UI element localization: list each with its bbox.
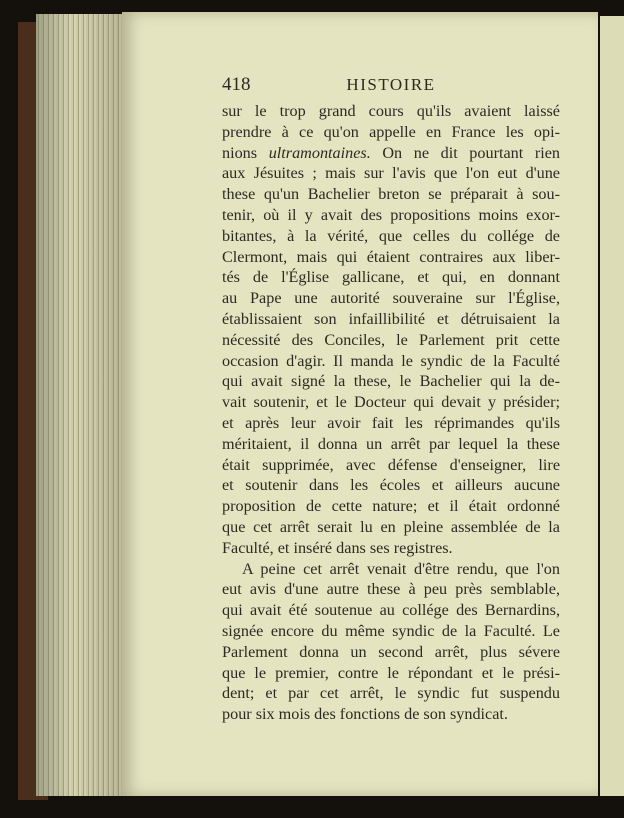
text-line: Clermont, mais qui étaient contraires aux liber- <box>222 247 560 266</box>
text-line: dent; et par cet arrêt, le syndic fut suspendu <box>222 684 560 703</box>
text-line: these qu'un Bachelier breton se préparait à sou- <box>222 185 560 204</box>
text-line: eut avis d'une autre these à peu près semblable, <box>222 580 560 599</box>
text-span: nions <box>222 143 269 162</box>
text-line: vait soutenir, et le Docteur qui devait y présider; <box>222 393 560 412</box>
text-line: prendre à ce qu'on appelle en France les opi- <box>222 122 560 141</box>
text-line: au Pape une autorité souveraine sur l'Église, <box>222 289 560 308</box>
page-edges <box>36 14 128 796</box>
italic-term: ultramontaines. <box>268 143 371 162</box>
text-line: que le premier, contre le répondant et le prési- <box>222 663 560 682</box>
text-line: et soutenir dans les écoles et ailleurs aucune <box>222 476 560 495</box>
page-number: 418 <box>222 74 251 95</box>
text-line: proposition de cette nature; et il était ordonné <box>222 497 560 516</box>
text-line: que cet arrêt serait lu en pleine assemblée de la <box>222 517 560 536</box>
body-text <box>222 101 560 725</box>
text-line: A peine cet arrêt venait d'être rendu, que l'on <box>242 559 560 578</box>
facing-page <box>600 16 624 796</box>
text-line: Parlement donna un second arrêt, plus sévere <box>222 642 560 661</box>
running-title: HISTOIRE <box>346 75 436 94</box>
text-line: qui avait été soutenue au collége des Bernardins, <box>222 601 560 620</box>
text-line: occasion d'agir. Il manda le syndic de la Faculté <box>222 351 560 370</box>
text-line: tés de l'Église gallicane, et qui, en donnant <box>222 268 560 287</box>
text-line <box>222 143 560 164</box>
text-line: méritaient, il donna un arrêt par lequel la these <box>222 434 560 453</box>
text-line: Faculté, et inséré dans ses registres. <box>222 538 453 557</box>
text-line: qui avait signé la these, le Bachelier qui la de- <box>222 372 560 391</box>
text-line: signée encore du même syndic de la Faculté. Le <box>222 621 560 640</box>
text-line: était supprimée, avec défense d'enseigner, lire <box>222 455 560 474</box>
text-line: et après leur avoir fait les réprimandes qu'ils <box>222 413 560 432</box>
text-line: sur le trop grand cours qu'ils avaient laissé <box>222 102 560 120</box>
text-line: tenir, où il y avait des propositions moins exor- <box>222 205 560 224</box>
page-header <box>222 74 560 98</box>
text-line: aux Jésuites ; mais sur l'avis que l'on eut d'une <box>222 164 560 183</box>
text-line: établissaient son infaillibilité et détruisaient la <box>222 309 560 328</box>
text-line: pour six mois des fonctions de son syndicat. <box>222 705 508 724</box>
text-line: nécessité des Conciles, le Parlement prit cette <box>222 330 560 349</box>
text-line: bitantes, à la vérité, que celles du collége de <box>222 226 560 245</box>
text-span: On ne dit pourtant rien <box>370 143 560 162</box>
